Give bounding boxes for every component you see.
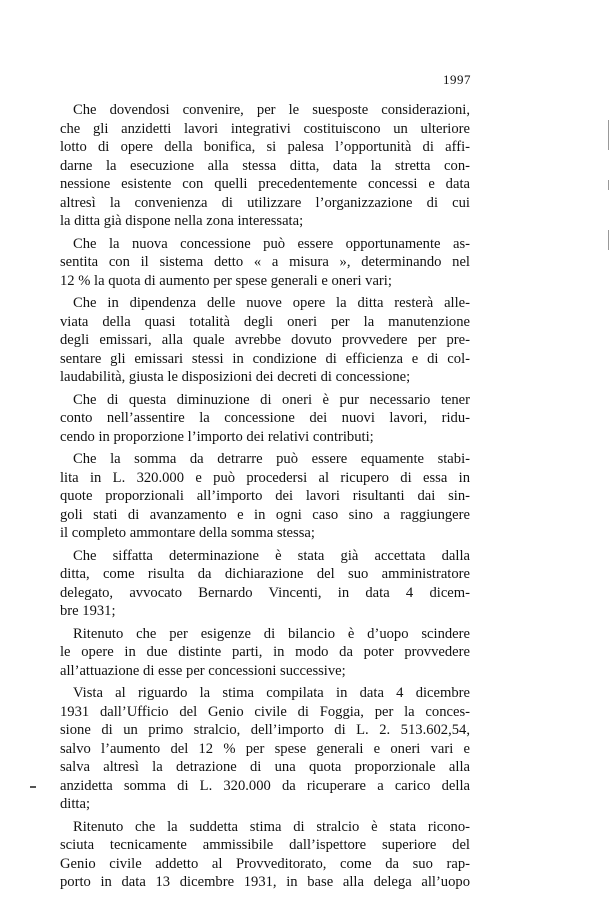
text-line: laudabilità, giusta le disposizioni dei decreti di concessione;	[60, 369, 411, 385]
paragraph	[60, 391, 470, 447]
text-line: Che siffatta determinazione è stata già accettata dalla	[73, 547, 470, 564]
text-line: il completo ammontare della somma stessa;	[60, 525, 315, 541]
text-line: nessione esistente con quelli precedentemente concessi e data	[60, 176, 470, 192]
text-line: ditta, come risulta da dichiarazione del suo amministratore	[60, 566, 470, 582]
paragraph	[60, 684, 470, 814]
text-line: che gli anzidetti lavori integrativi costituiscono un ulteriore	[60, 120, 470, 137]
text-line: altresì la convenienza di utilizzare l’organizzazione di cui	[60, 194, 470, 211]
paragraph	[60, 818, 470, 892]
text-line: Che in dipendenza delle nuove opere la ditta resterà alle-	[73, 295, 470, 311]
paragraph	[60, 547, 470, 621]
text-line: degli emissari, alla quale avrebbe dovuto provvedere per pre-	[60, 332, 470, 348]
text-line: sentare gli emissari stessi in condizione di efficienza e di col-	[60, 350, 470, 367]
text-line: salvo l’aumento del 12 % per spese generali e oneri vari e	[60, 740, 470, 757]
text-line: Che di questa diminuzione di oneri è pur necessario tener	[73, 391, 470, 408]
text-line: sione di un primo stralcio, dell’importo di L. 2. 513.602,54,	[60, 722, 470, 738]
text-line: darne la esecuzione alla stessa ditta, data la stretta con-	[60, 157, 470, 174]
text-line: quote proporzionali all’importo dei lavori risultanti dai sin-	[60, 488, 470, 504]
text-line: viata della quasi totalità degli oneri per la manutenzione	[60, 313, 470, 330]
text-line: delegato, avvocato Bernardo Vincenti, in data 4 dicem-	[60, 584, 470, 601]
text-line: le opere in due distinte parti, in modo da poter provvedere	[60, 644, 470, 660]
edge-scan-mark	[608, 120, 609, 150]
paragraph	[60, 235, 470, 291]
paragraph	[60, 294, 470, 387]
text-line: Ritenuto che per esigenze di bilancio è d’uopo scindere	[73, 625, 470, 642]
text-line: cendo in proporzione l’importo dei relativi contributi;	[60, 428, 374, 445]
edge-scan-mark	[608, 230, 609, 250]
edge-scan-mark	[608, 180, 609, 190]
text-line: ditta;	[60, 796, 90, 812]
text-line: salva altresì la detrazione di una quota proporzionale alla	[60, 759, 470, 775]
text-line: porto in data 13 dicembre 1931, in base alla delega all’uopo	[60, 874, 470, 890]
text-line: 12 % la quota di aumento per spese generali e oneri vari;	[60, 272, 392, 289]
text-line: all’attuazione di esse per concessioni successive;	[60, 662, 346, 679]
margin-mark	[30, 786, 36, 788]
text-line: bre 1931;	[60, 603, 116, 619]
text-line: anzidetta somma di L. 320.000 da ricuperare a carico della	[60, 777, 470, 794]
text-line: Che dovendosi convenire, per le suesposte considerazioni,	[73, 102, 470, 118]
page-number: 1997	[443, 72, 471, 87]
text-line: 1931 dall’Ufficio del Genio civile di Foggia, per la conces-	[60, 703, 470, 720]
text-line: conto nell’assentire la concessione dei nuovi lavori, ridu-	[60, 410, 470, 426]
paragraph	[60, 101, 470, 231]
text-line: Che la nuova concessione può essere opportunamente as-	[73, 235, 470, 252]
text-line: lita in L. 320.000 e può procedersi al ricupero di essa in	[60, 469, 470, 486]
text-line: Ritenuto che la suddetta stima di stralcio è stata ricono-	[73, 818, 470, 835]
paragraph	[60, 625, 470, 681]
text-line: la ditta già dispone nella zona interessata;	[60, 213, 304, 229]
text-line: sciuta tecnicamente ammissibile dall’ispettore superiore del	[60, 837, 470, 853]
text-line: Che la somma da detrarre può essere equamente stabi-	[73, 451, 470, 467]
text-line: sentita con il sistema detto « a misura », determinando nel	[60, 254, 470, 270]
paragraph	[60, 450, 470, 543]
text-line: Genio civile addetto al Provveditorato, come da suo rap-	[60, 855, 470, 872]
text-line: lotto di opere della bonifica, si palesa l’opportunità di affi-	[60, 139, 470, 155]
text-line: Vista al riguardo la stima compilata in data 4 dicembre	[73, 685, 470, 701]
body-text	[60, 101, 470, 896]
text-line: goli stati di avanzamento e in ogni caso sino a raggiungere	[60, 506, 470, 523]
